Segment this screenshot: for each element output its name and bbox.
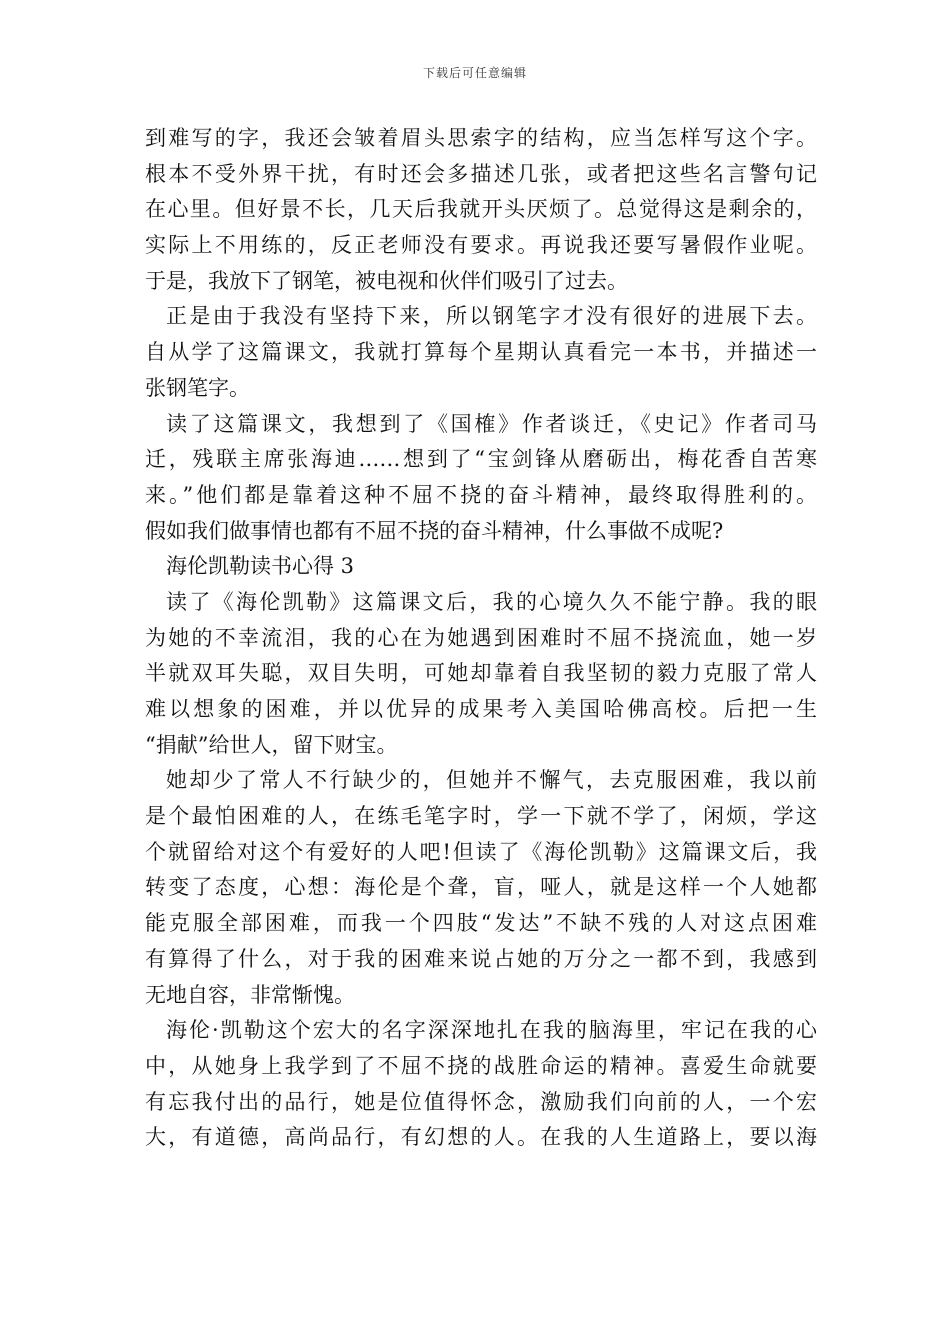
text-line: 来。”他们都是靠着这种不屈不挠的奋斗精神，最终取得胜利的。 <box>145 482 817 507</box>
text-line: 张钢笔字。 <box>145 375 250 400</box>
text-line: 正是由于我没有坚持下来，所以钢笔字才没有很好的进展下去。 <box>166 304 817 329</box>
text-line: 迁，残联主席张海迪……想到了“宝剑锋从磨砺出，梅花香自苦寒 <box>145 447 817 472</box>
section-heading: 海伦凯勒读书心得 3 <box>166 554 355 579</box>
text-line: 中，从她身上我学到了不屈不挠的战胜命运的精神。喜爱生命就要 <box>145 1053 817 1078</box>
text-line: 大，有道德，高尚品行，有幻想的人。在我的人生道路上，要以海 <box>145 1125 817 1150</box>
text-line: 她却少了常人不行缺少的，但她并不懈气，去克服困难，我以前 <box>166 768 817 793</box>
text-line: 于是，我放下了钢笔，被电视和伙伴们吸引了过去。 <box>145 268 628 293</box>
text-line: 有算得了什么，对于我的困难来说占她的万分之一都不到，我感到 <box>145 946 817 971</box>
page-header: 下载后可任意编辑 <box>422 66 527 80</box>
document-body <box>145 121 817 1156</box>
text-line: 为她的不幸流泪，我的心在为她遇到困难时不屈不挠流血，她一岁 <box>145 625 817 650</box>
text-line: 转变了态度，心想：海伦是个聋，盲，哑人，就是这样一个人她都 <box>145 875 817 900</box>
text-line: 读了这篇课文，我想到了《国榷》作者谈迁，《史记》作者司马 <box>166 411 817 436</box>
text-line: 能克服全部困难，而我一个四肢“发达”不缺不残的人对这点困难 <box>145 911 817 936</box>
text-line: 实际上不用练的，反正老师没有要求。再说我还要写暑假作业呢。 <box>145 233 817 258</box>
text-line: 有忘我付出的品行，她是位值得怀念，激励我们向前的人，一个宏 <box>145 1089 817 1114</box>
text-line: 难以想象的困难，并以优异的成果考入美国哈佛高校。后把一生 <box>145 697 817 721</box>
text-line: 到难写的字，我还会皱着眉头思索字的结构，应当怎样写这个字。 <box>145 126 817 150</box>
text-line: 半就双耳失聪，双目失明，可她却靠着自我坚韧的毅力克服了常人 <box>145 661 817 686</box>
text-line: 个就留给对这个有爱好的人吧!但读了《海伦凯勒》这篇课文后，我 <box>145 839 817 864</box>
text-line: 读了《海伦凯勒》这篇课文后，我的心境久久不能宁静。我的眼 <box>166 589 817 614</box>
text-line: 根本不受外界干扰，有时还会多描述几张，或者把这些名言警句记 <box>145 161 817 186</box>
text-line: 在心里。但好景不长，几天后我就开头厌烦了。总觉得这是剩余的， <box>145 197 817 222</box>
text-line: 无地自容，非常惭愧。 <box>145 982 355 1007</box>
text-line: 是个最怕困难的人，在练毛笔字时，学一下就不学了，闲烦，学这 <box>145 804 817 829</box>
text-line: 海伦·凯勒这个宏大的名字深深地扎在我的脑海里，牢记在我的心 <box>166 1018 817 1043</box>
text-line: 假如我们做事情也都有不屈不挠的奋斗精神，什么事做不成呢? <box>145 518 724 543</box>
text-line: 自从学了这篇课文，我就打算每个星期认真看完一本书，并描述一 <box>145 340 817 365</box>
text-line: “捐献”给世人，留下财宝。 <box>145 732 398 757</box>
